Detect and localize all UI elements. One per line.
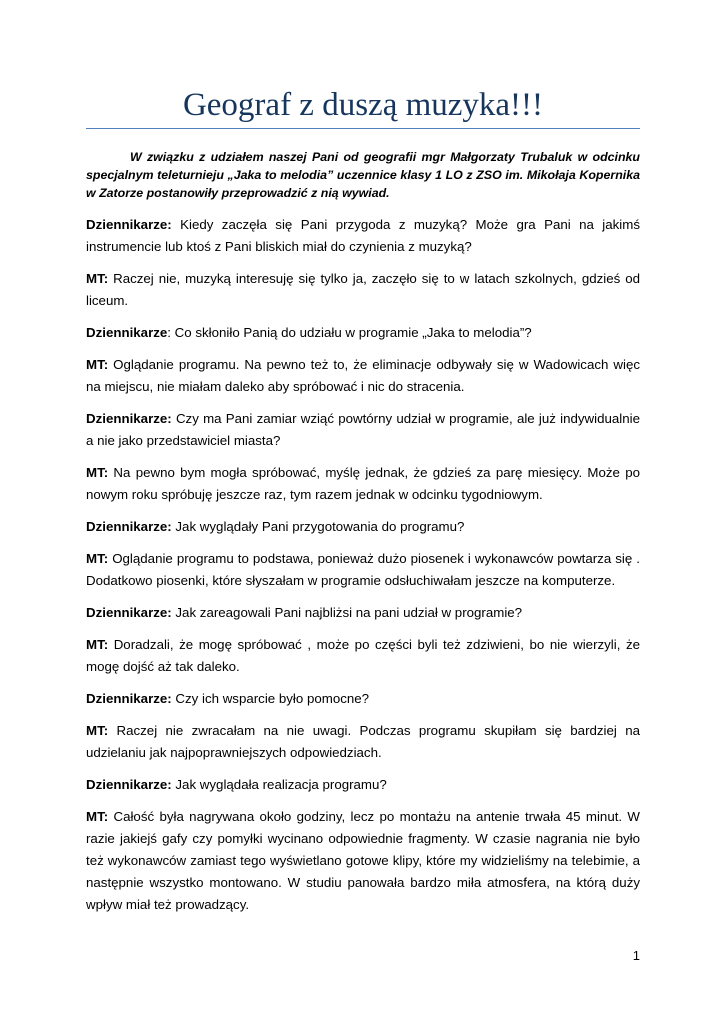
speaker-label: Dziennikarze: xyxy=(86,217,172,232)
interview-paragraph xyxy=(86,806,640,916)
interview-paragraph xyxy=(86,602,640,624)
interview-paragraph xyxy=(86,720,640,764)
speaker-label: MT: xyxy=(86,465,109,480)
paragraph-text: Oglądanie programu to podstawa, ponieważ dużo piosenek i wykonawców powtarza się . Dodatkowo piosenki, które słyszałam w programie odsłuchiwałam jeszcze na komputerze. xyxy=(86,551,640,588)
speaker-label: MT: xyxy=(86,809,109,824)
speaker-label: Dziennikarze: xyxy=(86,411,172,426)
interview-paragraph xyxy=(86,548,640,592)
paragraph-text: Czy ich wsparcie było pomocne? xyxy=(171,691,370,706)
speaker-label: MT: xyxy=(86,271,109,286)
paragraph-text: Czy ma Pani zamiar wziąć powtórny udział w programie, ale już indywidualnie a nie jako przedstawiciel miasta? xyxy=(86,411,640,448)
paragraph-text: Jak zareagowali Pani najbliżsi na pani udział w programie? xyxy=(171,605,523,620)
paragraph-text: Raczej nie, muzyką interesuję się tylko ja, zaczęło się to w latach szkolnych, gdzieś od liceum. xyxy=(86,271,640,308)
paragraph-text: Całość była nagrywana około godziny, lecz po montażu na antenie trwała 45 minut. W razie jakiejś gafy czy pomyłki wycinano odpowiednie fragmenty. W czasie nagrania nie było też wykonawców zamiast tego wyświetlano gotowe klipy, które my widzieliśmy na telebimie, a następnie wszystko montowano. W studiu panowała bardzo miła atmosfera, na którą duży wpływ miał też prowadzący. xyxy=(86,809,640,912)
interview-paragraph xyxy=(86,322,640,344)
speaker-label: MT: xyxy=(86,357,109,372)
interview-body xyxy=(86,214,640,926)
intro-paragraph: W związku z udziałem naszej Pani od geografii mgr Małgorzaty Trubaluk w odcinku specjalnym teleturnieju „Jaka to melodia” uczennice klasy 1 LO z ZSO im. Mikołaja Kopernika w Zatorze postanowiły przeprowadzić z nią wywiad. xyxy=(86,150,640,200)
interview-paragraph xyxy=(86,268,640,312)
interview-paragraph xyxy=(86,634,640,678)
interview-paragraph xyxy=(86,516,640,538)
interview-paragraph xyxy=(86,774,640,796)
interview-paragraph xyxy=(86,214,640,258)
paragraph-text: Jak wyglądały Pani przygotowania do programu? xyxy=(171,519,465,534)
paragraph-text: Raczej nie zwracałam na nie uwagi. Podczas programu skupiłam się bardziej na udzielaniu jak najpoprawniejszych odpowiedziach. xyxy=(86,723,640,760)
speaker-label: Dziennikarze: xyxy=(86,605,172,620)
speaker-label: Dziennikarze: xyxy=(86,777,172,792)
paragraph-text: Oglądanie programu. Na pewno też to, że eliminacje odbywały się w Wadowicach więc na miejscu, nie miałam daleko aby spróbować i nic do stracenia. xyxy=(86,357,640,394)
interview-paragraph xyxy=(86,688,640,710)
interview-paragraph xyxy=(86,354,640,398)
speaker-label: Dziennikarze xyxy=(86,325,168,340)
page-title: Geograf z duszą muzyka!!! xyxy=(182,87,544,123)
paragraph-text: Doradzali, że mogę spróbować , może po części byli też zdziwieni, bo nie wierzyli, że mogę dojść aż tak daleko. xyxy=(86,637,640,674)
interview-paragraph xyxy=(86,462,640,506)
interview-paragraph xyxy=(86,408,640,452)
paragraph-text: Na pewno bym mogła spróbować, myślę jednak, że gdzieś za parę miesięcy. Może po nowym roku spróbuję jeszcze raz, tym razem jednak w odcinku tygodniowym. xyxy=(86,465,640,502)
speaker-label: Dziennikarze: xyxy=(86,519,172,534)
speaker-label: MT: xyxy=(86,637,109,652)
paragraph-text: Jak wyglądała realizacja programu? xyxy=(171,777,387,792)
paragraph-text: Kiedy zaczęła się Pani przygoda z muzyką? Może gra Pani na jakimś instrumencie lub ktoś z Pani bliskich miał do czynienia z muzyką? xyxy=(86,217,640,254)
title-underline-divider xyxy=(86,128,640,129)
paragraph-text: : Co skłoniło Panią do udziału w programie „Jaka to melodia”? xyxy=(167,325,532,340)
speaker-label: MT: xyxy=(86,551,109,566)
speaker-label: Dziennikarze: xyxy=(86,691,172,706)
speaker-label: MT: xyxy=(86,723,109,738)
page-number: 1 xyxy=(632,948,640,963)
